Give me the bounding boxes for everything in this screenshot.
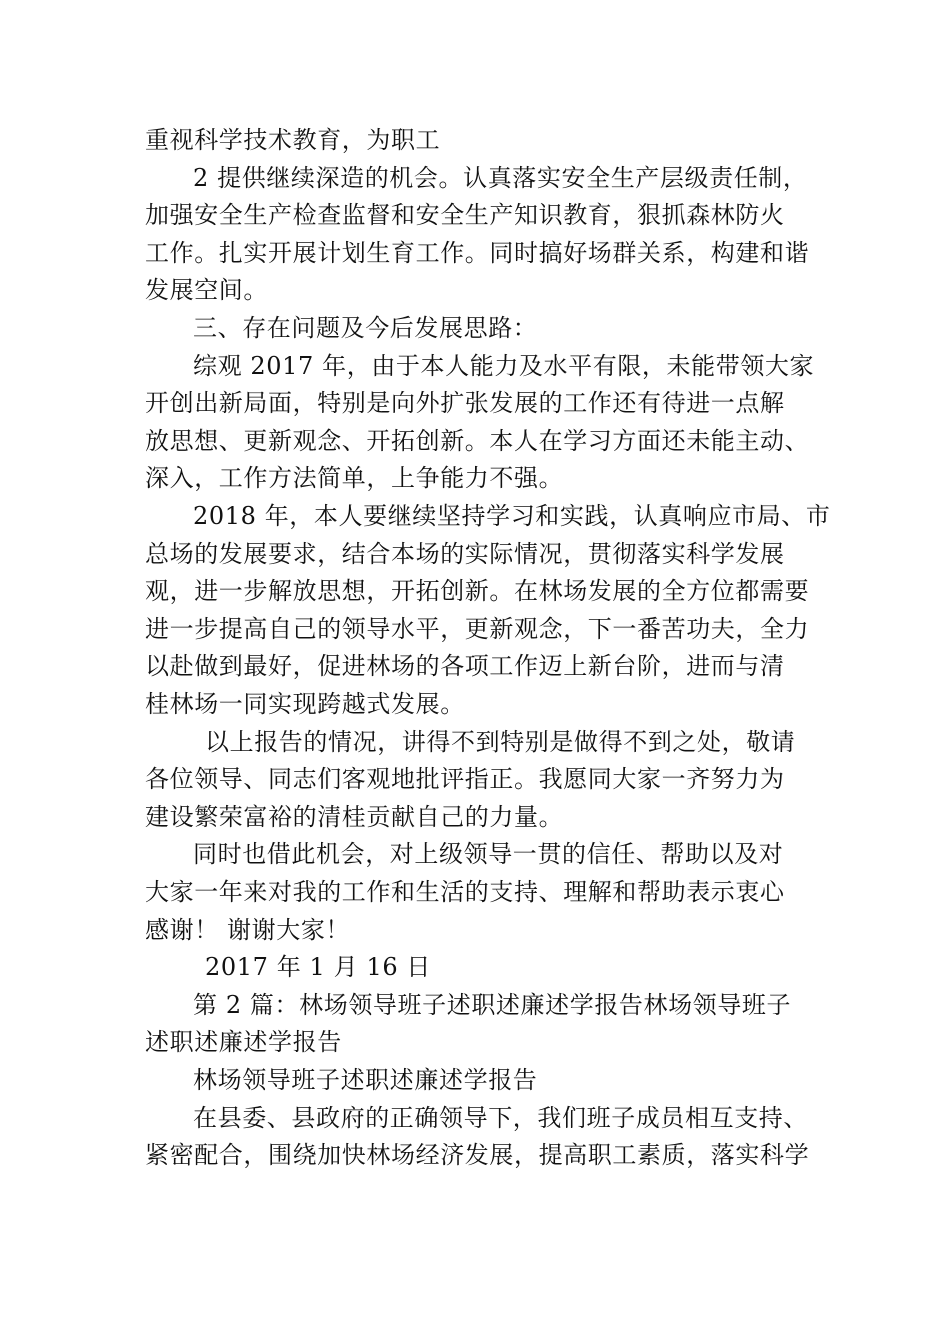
report-title: 林场领导班子述职述廉述学报告 bbox=[193, 1066, 538, 1094]
text-line: 感谢！ 谢谢大家！ bbox=[145, 916, 351, 944]
text-line: 开创出新局面，特别是向外扩张发展的工作还有待进一点解 bbox=[145, 389, 785, 417]
text-line: 重视科学技术教育，为职工 bbox=[145, 126, 441, 154]
text-line: 进一步提高自己的领导水平，更新观念，下一番苦功夫，全力 bbox=[145, 615, 810, 643]
text-line: 综观 2017 年，由于本人能力及水平有限，未能带领大家 bbox=[193, 352, 815, 380]
text-line: 2 提供继续深造的机会。认真落实安全生产层级责任制， bbox=[193, 164, 808, 192]
text-line: 建设繁荣富裕的清桂贡献自己的力量。 bbox=[145, 803, 564, 831]
text-line: 同时也借此机会，对上级领导一贯的信任、帮助以及对 bbox=[193, 840, 784, 868]
date-line: 2017 年 1 月 16 日 bbox=[205, 953, 432, 981]
text-line: 2018 年，本人要继续坚持学习和实践，认真响应市局、市 bbox=[193, 502, 831, 530]
text-line: 各位领导、同志们客观地批评指正。我愿同大家一齐努力为 bbox=[145, 765, 785, 793]
text-line: 桂林场一同实现跨越式发展。 bbox=[145, 690, 465, 718]
text-line: 放思想、更新观念、开拓创新。本人在学习方面还未能主动、 bbox=[145, 427, 810, 455]
section-heading: 三、存在问题及今后发展思路： bbox=[193, 314, 538, 342]
chapter-title: 第 2 篇：林场领导班子述职述廉述学报告林场领导班子 bbox=[193, 991, 792, 1019]
text-line: 观，进一步解放思想，开拓创新。在林场发展的全方位都需要 bbox=[145, 577, 810, 605]
text-line: 在县委、县政府的正确领导下，我们班子成员相互支持、 bbox=[193, 1104, 808, 1132]
text-line: 总场的发展要求，结合本场的实际情况，贯彻落实科学发展 bbox=[145, 540, 785, 568]
text-line: 工作。扎实开展计划生育工作。同时搞好场群关系，构建和谐 bbox=[145, 239, 810, 267]
text-line: 加强安全生产检查监督和安全生产知识教育，狠抓森林防火 bbox=[145, 201, 785, 229]
text-line: 深入，工作方法简单，上争能力不强。 bbox=[145, 464, 564, 492]
chapter-title-continued: 述职述廉述学报告 bbox=[145, 1028, 342, 1056]
text-line: 发展空间。 bbox=[145, 276, 268, 304]
text-line: 以上报告的情况，讲得不到特别是做得不到之处，敬请 bbox=[205, 728, 796, 756]
text-line: 紧密配合，围绕加快林场经济发展，提高职工素质，落实科学 bbox=[145, 1141, 810, 1169]
text-line: 大家一年来对我的工作和生活的支持、理解和帮助表示衷心 bbox=[145, 878, 785, 906]
text-line: 以赴做到最好，促进林场的各项工作迈上新台阶，进而与清 bbox=[145, 652, 785, 680]
